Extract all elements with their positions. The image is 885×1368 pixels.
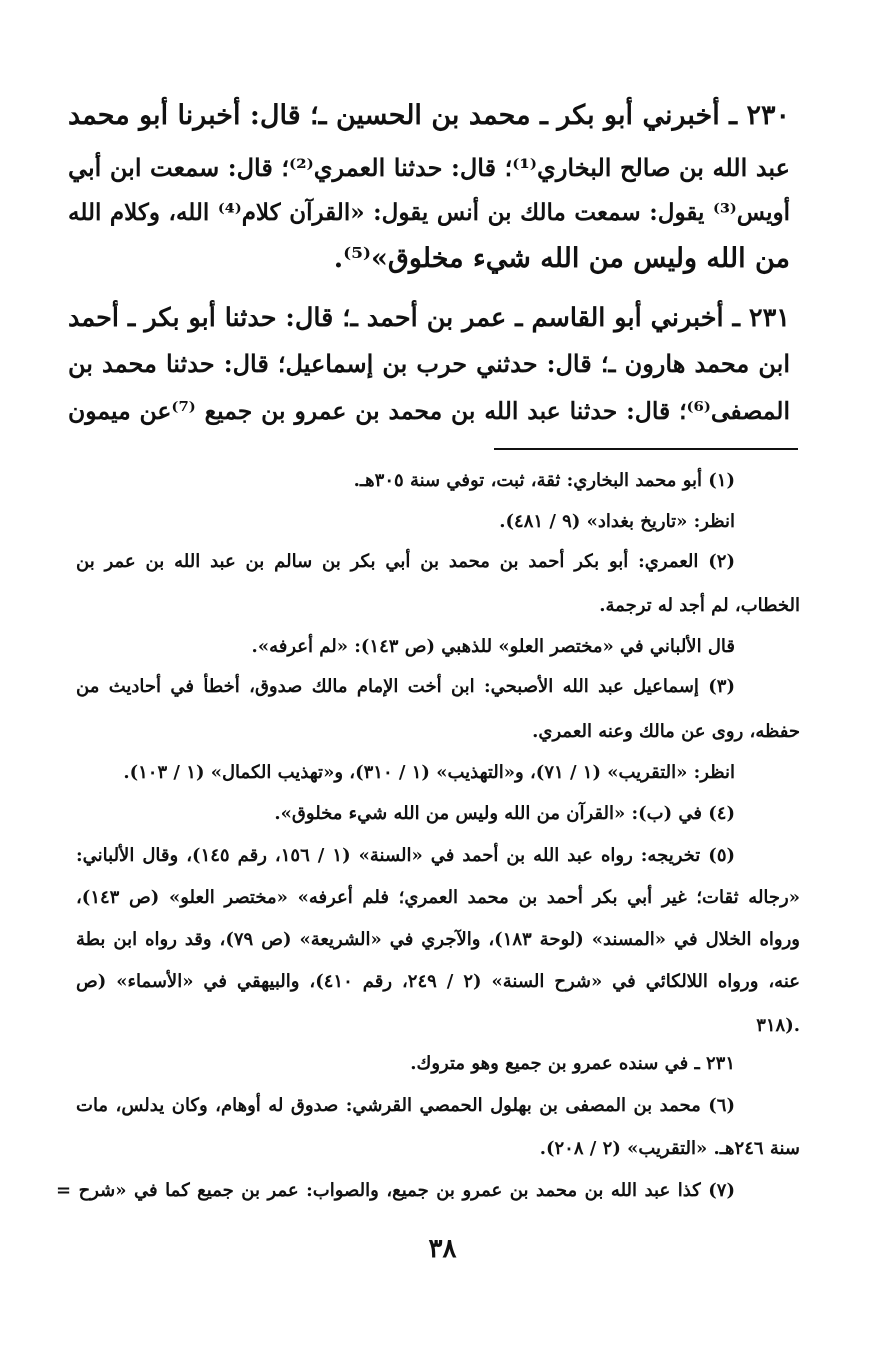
- footnote-line: سنة ٢٤٦هـ. «التقريب» (٢ / ٢٠٨).: [539, 1138, 800, 1159]
- footnote-line: قال الألباني في «مختصر العلو» للذهبي (ص ١٤٣): «لم أعرفه».: [251, 636, 735, 657]
- main-text-line: من الله وليس من الله شيء مخلوق»⁽⁵⁾.: [333, 243, 790, 274]
- main-text-line: ٢٣٠ ـ أخبرني أبو بكر ـ محمد بن الحسين ـ؛ قال: أخبرنا أبو محمد: [68, 100, 790, 131]
- footnote-line: (١) أبو محمد البخاري: ثقة، ثبت، توفي سنة ٣٠٥هـ.: [353, 470, 735, 491]
- main-text-line: ٢٣١ ـ أخبرني أبو القاسم ـ عمر بن أحمد ـ؛ قال: حدثنا أبو بكر ـ أحمد: [68, 303, 790, 333]
- footnote-line: الخطاب، لم أجد له ترجمة.: [599, 595, 800, 616]
- page-number: ٣٨: [428, 1234, 457, 1264]
- footnote-line: (٣) إسماعيل عبد الله الأصبحي: ابن أخت الإمام مالك صدوق، أخطأ في أحاديث من: [76, 676, 735, 697]
- main-text-line: أويس⁽³⁾ يقول: سمعت مالك بن أنس يقول: «القرآن كلام⁽⁴⁾ الله، وكلام الله: [68, 199, 790, 226]
- footnote-line: انظر: «تاريخ بغداد» (٩ / ٤٨١).: [499, 511, 735, 532]
- footnote-line: (٢) العمري: أبو بكر أحمد بن محمد بن أبي بكر بن سالم بن عبد الله بن عمر بن: [76, 551, 735, 572]
- footnote-line: (٧) كذا عبد الله بن محمد بن عمرو بن جميع، والصواب: عمر بن جميع كما في «شرح =: [56, 1180, 735, 1201]
- main-text-line: عبد الله بن صالح البخاري⁽¹⁾؛ قال: حدثنا العمري⁽²⁾؛ قال: سمعت ابن أبي: [68, 153, 790, 182]
- footnote-line: عنه، ورواه اللالكائي في «شرح السنة» (٢ / ٢٤٩، رقم ٤١٠)، والبيهقي في «الأسماء» (ص: [76, 971, 800, 992]
- main-text-line: المصفى⁽⁶⁾؛ قال: حدثنا عبد الله بن محمد بن عمرو بن جميع ⁽⁷⁾عن ميمون: [68, 397, 790, 425]
- footnote-line: (٦) محمد بن المصفى بن بهلول الحمصي القرشي: صدوق له أوهام، وكان يدلس، مات: [76, 1095, 735, 1116]
- footnote-separator: [494, 448, 798, 450]
- footnote-line: (٤) في (ب): «القرآن من الله وليس من الله شيء مخلوق».: [274, 803, 735, 824]
- footnote-line: حفظه، روى عن مالك وعنه العمري.: [532, 721, 800, 742]
- footnote-line: «رجاله ثقات؛ غير أبي بكر أحمد بن محمد العمري؛ فلم أعرفه» «مختصر العلو» (ص ١٤٣)،: [76, 887, 800, 908]
- footnote-line: ٢٣١ ـ في سنده عمرو بن جميع وهو متروك.: [410, 1053, 735, 1074]
- main-text-line: ابن محمد هارون ـ؛ قال: حدثني حرب بن إسماعيل؛ قال: حدثنا محمد بن: [68, 349, 790, 378]
- footnote-line: ورواه الخلال في «المسند» (لوحة ١٨٣)، والآجري في «الشريعة» (ص ٧٩)، وقد رواه ابن بطة: [76, 929, 800, 950]
- footnote-line: انظر: «التقريب» (١ / ٧١)، و«التهذيب» (١ / ٣١٠)، و«تهذيب الكمال» (١ / ١٠٣).: [123, 762, 735, 783]
- footnote-line: ٣١٨).: [756, 1015, 800, 1036]
- footnote-line: (٥) تخريجه: رواه عبد الله بن أحمد في «السنة» (١ / ١٥٦، رقم ١٤٥)، وقال الألباني:: [76, 845, 736, 866]
